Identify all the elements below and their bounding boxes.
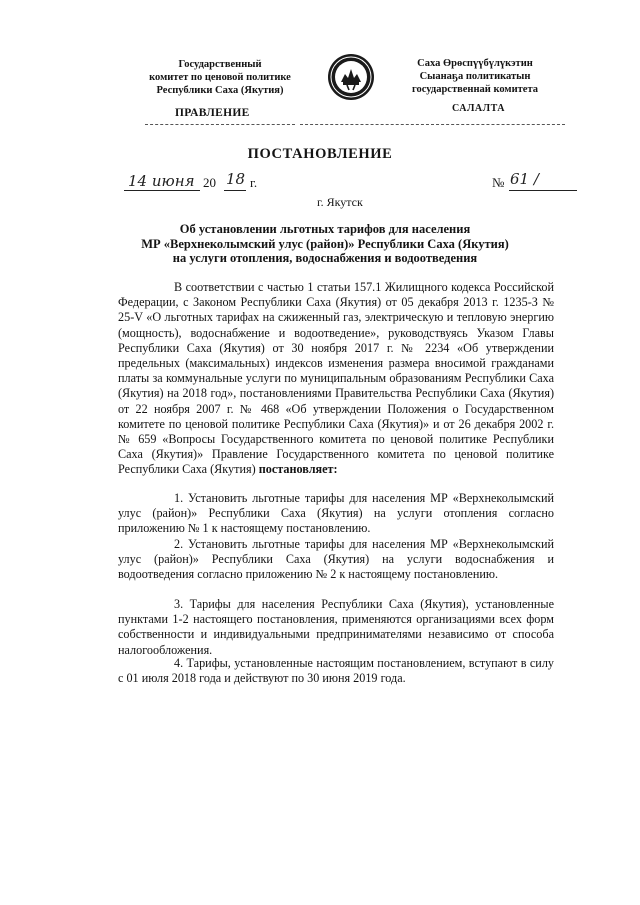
number-sign: №	[492, 175, 505, 190]
coat-of-arms-icon	[326, 52, 376, 102]
letterhead-left-line: Государственный	[178, 59, 262, 70]
document-subject	[130, 222, 520, 266]
letterhead-left-line: Республики Саха (Якутия)	[156, 85, 284, 96]
date-underline	[124, 190, 200, 191]
document-title: ПОСТАНОВЛЕНИЕ	[247, 146, 393, 162]
resolution-item-4: 4. Тарифы, установленные настоящим постановлением, вступают в силу с 01 июля 2018 года и действуют по 30 июня 2019 года.	[118, 656, 554, 686]
letterhead-rule	[300, 124, 565, 125]
preamble-resolves: постановляет:	[258, 462, 338, 477]
resolution-item-1: 1. Установить льготные тарифы для населения МР «Верхнеколымский улус (район)» Республики Саха (Якутия) на услуги отопления согласно приложению № 1 к настоящему постановлению.	[118, 491, 554, 536]
city-label: г. Якутск	[317, 195, 363, 209]
handwritten-year: 18	[226, 170, 246, 188]
year-suffix: г.	[250, 175, 258, 190]
resolution-item-2: 2. Установить льготные тарифы для населения МР «Верхнеколымский улус (район)» Республики Саха (Якутия) на услуги водоснабжения и водоотведения согласно приложению № 2 к настоящему постановлению.	[118, 537, 554, 582]
subject-line: на услуги отопления, водоснабжения и водоотведения	[172, 251, 478, 265]
letterhead-right-line: Сыанаҕа политикатын	[419, 71, 531, 82]
handwritten-number: 61 /	[510, 170, 539, 188]
subject-line: Об установлении льготных тарифов для населения	[179, 222, 471, 236]
resolution-item-3: 3. Тарифы для населения Республики Саха (Якутия), установленные пунктами 1-2 настоящего постановления, применяются организациями всех форм собственности и индивидуальными предпринимателями независимо от способа налогообложения.	[118, 597, 554, 657]
year-prefix: 20	[203, 175, 216, 190]
letterhead-right-line: Саха Өрөспүүбүлүкэтин	[417, 58, 533, 69]
letterhead-right-line: государственнай комитета	[412, 84, 538, 95]
preamble-text: В соответствии с частью 1 статьи 157.1 Жилищного кодекса Российской Федерации, с Законом Республики Саха (Якутия) от 05 декабря 2013 г. 1235-З № 25-V «О льготных тарифах на сжиженный газ, электрическую и тепловую энергию (мощность), водоснабжение и водоотведение», руководствуясь Указом Главы Республики Саха (Якутия) от 30 ноября 2017 г. № 2234 «Об утверждении предельных (максимальных) индексов изменения размера вносимой гражданами платы за коммунальные услуги по муниципальным образованиям Республики Саха (Якутия) на 2018 год», постановлениями Правительства Республики Саха (Якутия) от 22 ноября 2007 г. № 468 «Об утверждении Положения о Государственном комитете по ценовой политике Республики Саха (Якутия)» и от 26 декабря 2002 г. № 659 «Вопросы Государственного комитета по ценовой политике Республики Саха (Якутия)» Правление Государственного комитета по ценовой политике Республики Саха (Якутия)	[118, 280, 554, 477]
department-left: ПРАВЛЕНИЕ	[175, 107, 250, 119]
letterhead-left-line: комитет по ценовой политике	[149, 72, 291, 83]
preamble-paragraph	[118, 280, 554, 478]
number-underline	[509, 190, 577, 191]
department-right: САЛАЛТА	[452, 103, 505, 114]
letterhead-rule	[145, 124, 295, 125]
year-underline	[224, 190, 246, 191]
subject-line: МР «Верхнеколымский улус (район)» Республики Саха (Якутия)	[141, 236, 509, 251]
letterhead-left	[145, 58, 295, 97]
letterhead-right	[385, 57, 565, 96]
handwritten-date: 14 июня	[128, 172, 195, 190]
